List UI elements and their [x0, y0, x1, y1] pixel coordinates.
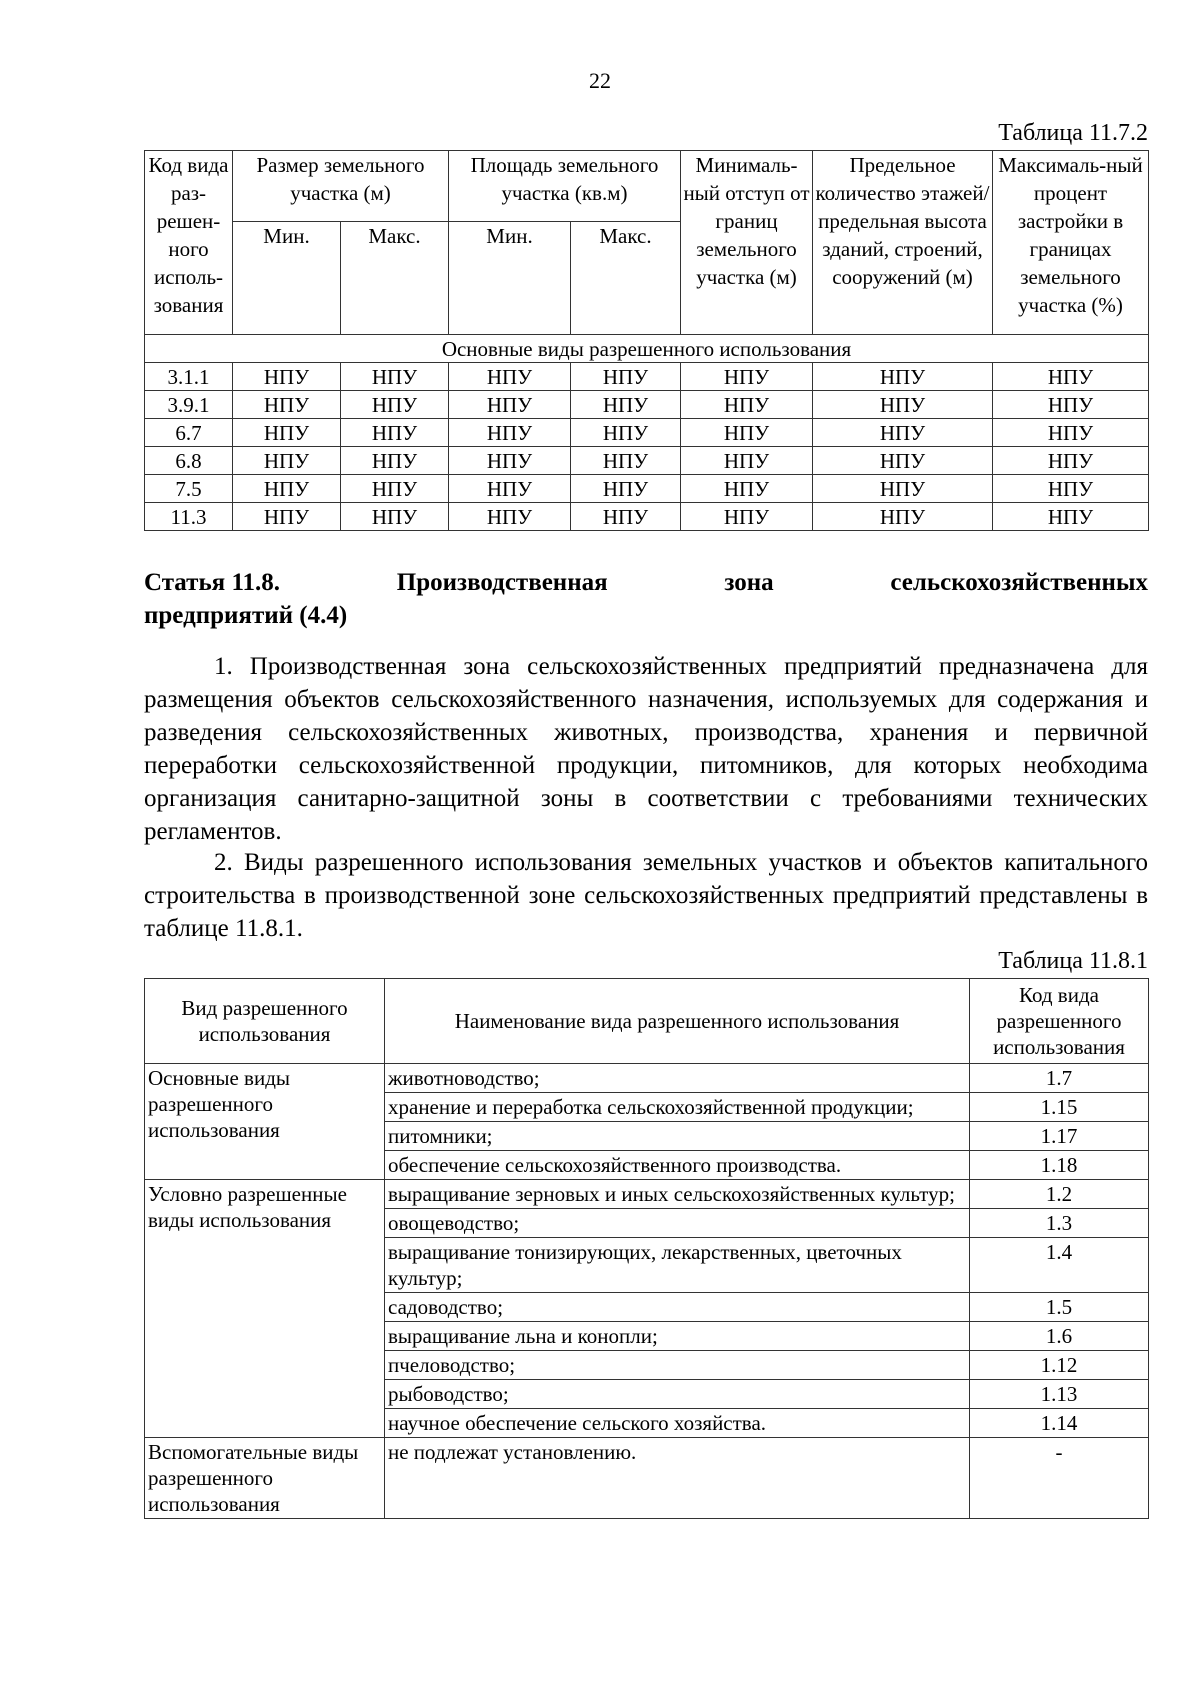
- header-type: Вид разрешенного использования: [145, 979, 385, 1064]
- value-cell: НПУ: [681, 475, 813, 503]
- value-cell: НПУ: [233, 419, 341, 447]
- use-code-cell: 1.17: [970, 1122, 1149, 1151]
- value-cell: НПУ: [993, 503, 1149, 531]
- paragraph-1-text: 1. Производственная зона сельскохозяйственных предприятий предназначена для размещения объектов сельскохозяйственного назначения, используемых для содержания и разведения сельскохозяйственных животных, производства, хранения и первичной переработки сельскохозяйственной продукции, питомников, для которых необходима организация санитарно-защитной зоны в соответствии с требованиями технических регламентов.: [144, 653, 1148, 845]
- use-name-cell: выращивание льна и конопли;: [385, 1322, 970, 1351]
- value-cell: НПУ: [341, 391, 449, 419]
- value-cell: НПУ: [813, 447, 993, 475]
- use-code-cell: 1.13: [970, 1380, 1149, 1409]
- header-code: Код вида раз-решен-ного исполь-зования: [145, 151, 233, 335]
- parameters-table: [144, 150, 1149, 531]
- use-code-cell: 1.6: [970, 1322, 1149, 1351]
- heading-word: сельскохозяйственных: [890, 569, 1148, 596]
- table-row: [145, 1180, 1149, 1209]
- table-caption: Таблица 11.7.2: [998, 120, 1148, 146]
- use-name-cell: не подлежат установлению.: [385, 1438, 970, 1519]
- use-type-cell: Вспомогательные виды разрешенного использования: [145, 1438, 385, 1519]
- use-code-cell: 3.1.1: [145, 363, 233, 391]
- header-size-max: Макс.: [341, 222, 449, 335]
- value-cell: НПУ: [681, 419, 813, 447]
- value-cell: НПУ: [813, 475, 993, 503]
- use-code-cell: 1.14: [970, 1409, 1149, 1438]
- value-cell: НПУ: [813, 391, 993, 419]
- use-type-cell: Основные виды разрешенного использования: [145, 1064, 385, 1180]
- table-row: [145, 1438, 1149, 1519]
- value-cell: НПУ: [813, 503, 993, 531]
- value-cell: НПУ: [341, 447, 449, 475]
- value-cell: НПУ: [449, 503, 571, 531]
- header-name: Наименование вида разрешенного использования: [385, 979, 970, 1064]
- header-offset: Минималь-ный отступ от границ земельного участка (м): [681, 151, 813, 335]
- value-cell: НПУ: [449, 363, 571, 391]
- use-code-cell: 7.5: [145, 475, 233, 503]
- value-cell: НПУ: [993, 419, 1149, 447]
- use-name-cell: питомники;: [385, 1122, 970, 1151]
- table-row: [145, 447, 1149, 475]
- value-cell: НПУ: [681, 391, 813, 419]
- use-name-cell: обеспечение сельскохозяйственного производства.: [385, 1151, 970, 1180]
- header-size: Размер земельного участка (м): [233, 151, 449, 222]
- use-code-cell: -: [970, 1438, 1149, 1519]
- use-name-cell: хранение и переработка сельскохозяйственной продукции;: [385, 1093, 970, 1122]
- value-cell: НПУ: [233, 391, 341, 419]
- header-area-max: Макс.: [571, 222, 681, 335]
- table-row: [145, 419, 1149, 447]
- value-cell: НПУ: [233, 363, 341, 391]
- value-cell: НПУ: [993, 363, 1149, 391]
- use-name-cell: научное обеспечение сельского хозяйства.: [385, 1409, 970, 1438]
- header-coverage: Максималь-ный процент застройки в границах земельного участка (%): [993, 151, 1149, 335]
- use-type-cell: Условно разрешенные виды использования: [145, 1180, 385, 1438]
- value-cell: НПУ: [341, 503, 449, 531]
- header-size-min: Мин.: [233, 222, 341, 335]
- value-cell: НПУ: [571, 391, 681, 419]
- value-cell: НПУ: [233, 475, 341, 503]
- header-area: Площадь земельного участка (кв.м): [449, 151, 681, 222]
- table-row: [145, 1064, 1149, 1093]
- table-row: [145, 475, 1149, 503]
- use-code-cell: 1.3: [970, 1209, 1149, 1238]
- permitted-use-table: [144, 978, 1149, 1519]
- header-area-min: Мин.: [449, 222, 571, 335]
- value-cell: НПУ: [341, 475, 449, 503]
- use-code-cell: 1.15: [970, 1093, 1149, 1122]
- heading-line2: предприятий (4.4): [144, 602, 348, 629]
- value-cell: НПУ: [341, 363, 449, 391]
- heading-word: Статья 11.8.: [144, 569, 281, 596]
- use-name-cell: выращивание зерновых и иных сельскохозяйственных культур;: [385, 1180, 970, 1209]
- use-code-cell: 1.18: [970, 1151, 1149, 1180]
- table-row: [145, 391, 1149, 419]
- heading-word: Производственная: [396, 569, 608, 596]
- use-code-cell: 3.9.1: [145, 391, 233, 419]
- value-cell: НПУ: [233, 447, 341, 475]
- value-cell: НПУ: [571, 475, 681, 503]
- table-row: [145, 363, 1149, 391]
- value-cell: НПУ: [341, 419, 449, 447]
- value-cell: НПУ: [449, 447, 571, 475]
- paragraph-2: [144, 846, 1148, 945]
- paragraph-1: [144, 650, 1148, 848]
- table-caption: Таблица 11.8.1: [998, 948, 1148, 974]
- value-cell: НПУ: [571, 503, 681, 531]
- value-cell: НПУ: [993, 475, 1149, 503]
- use-code-cell: 11.3: [145, 503, 233, 531]
- header-code: Код вида разрешенного использования: [970, 979, 1149, 1064]
- value-cell: НПУ: [449, 391, 571, 419]
- value-cell: НПУ: [571, 363, 681, 391]
- use-code-cell: 1.4: [970, 1238, 1149, 1293]
- value-cell: НПУ: [233, 503, 341, 531]
- paragraph-2-text: 2. Виды разрешенного использования земельных участков и объектов капитального строительства в производственной зоне сельскохозяйственных предприятий представлены в таблице 11.8.1.: [144, 849, 1148, 942]
- value-cell: НПУ: [571, 419, 681, 447]
- use-code-cell: 1.7: [970, 1064, 1149, 1093]
- use-name-cell: рыбоводство;: [385, 1380, 970, 1409]
- use-name-cell: садоводство;: [385, 1293, 970, 1322]
- value-cell: НПУ: [813, 363, 993, 391]
- article-heading: [144, 566, 1148, 632]
- use-name-cell: пчеловодство;: [385, 1351, 970, 1380]
- section-label: Основные виды разрешенного использования: [145, 335, 1149, 363]
- value-cell: НПУ: [993, 391, 1149, 419]
- value-cell: НПУ: [993, 447, 1149, 475]
- use-name-cell: животноводство;: [385, 1064, 970, 1093]
- value-cell: НПУ: [813, 419, 993, 447]
- use-code-cell: 1.5: [970, 1293, 1149, 1322]
- table-row: [145, 503, 1149, 531]
- header-floors: Предельное количество этажей/ предельная высота зданий, строений, сооружений (м): [813, 151, 993, 335]
- use-code-cell: 1.2: [970, 1180, 1149, 1209]
- value-cell: НПУ: [681, 503, 813, 531]
- value-cell: НПУ: [681, 447, 813, 475]
- use-code-cell: 1.12: [970, 1351, 1149, 1380]
- value-cell: НПУ: [571, 447, 681, 475]
- value-cell: НПУ: [681, 363, 813, 391]
- use-name-cell: овощеводство;: [385, 1209, 970, 1238]
- use-name-cell: выращивание тонизирующих, лекарственных, цветочных культур;: [385, 1238, 970, 1293]
- use-code-cell: 6.8: [145, 447, 233, 475]
- value-cell: НПУ: [449, 475, 571, 503]
- value-cell: НПУ: [449, 419, 571, 447]
- page-number: 22: [589, 68, 611, 93]
- heading-word: зона: [724, 569, 774, 596]
- use-code-cell: 6.7: [145, 419, 233, 447]
